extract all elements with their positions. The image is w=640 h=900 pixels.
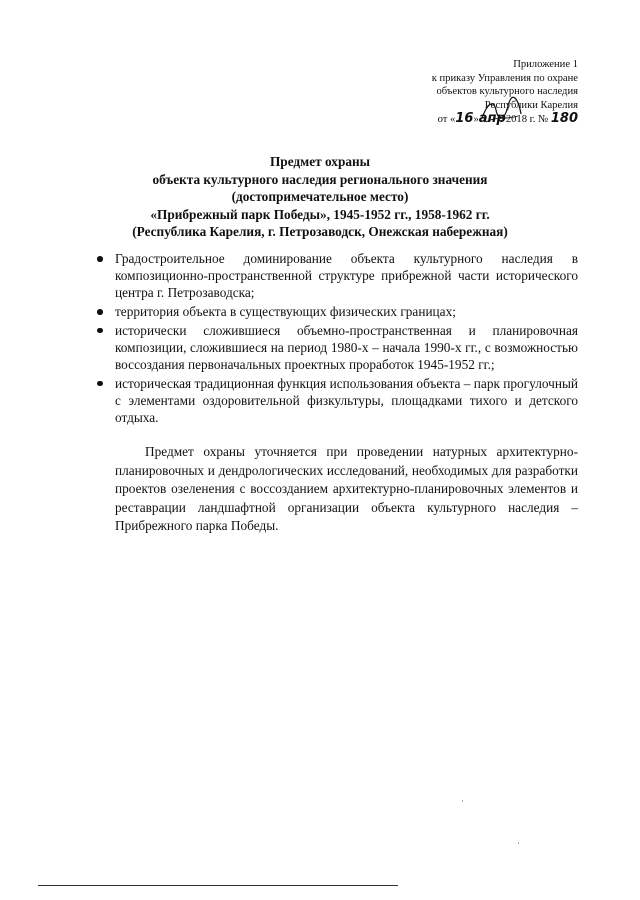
appendix-title: Приложение 1 <box>513 59 578 70</box>
date-year-label: 2018 г. № <box>505 114 549 125</box>
bullet-icon <box>97 256 103 262</box>
date-prefix: от « <box>437 114 456 125</box>
title-line-3: (достопримечательное место) <box>231 189 409 205</box>
appendix-date-line <box>432 112 578 127</box>
signature-scribble-icon <box>478 96 524 126</box>
title-line-5: (Республика Карелия, г. Петрозаводск, Онежская набережная) <box>132 224 508 240</box>
bullet-icon <box>97 328 103 334</box>
clarification-paragraph: Предмет охраны уточняется при проведении натурных архитектурно-планировочных и дендрологических исследований, необходимых для разработки проектов озеленения с воссозданием архитектурно-планировочных элементов и реставрации ландшафтной организации объекта культурного наследия – Прибрежного парка Победы. <box>115 444 578 533</box>
list-item-text: исторически сложившиеся объемно-пространственная и планировочная композиции, сложившиеся на период 1980-х – начала 1990-х гг., с возможностью воссоздания первоначальных проектных проработок 1945-1952 гг.; <box>115 322 578 373</box>
bullet-icon <box>97 381 103 387</box>
list-item-text: историческая традиционная функция использования объекта – парк прогулочный с элементами оздоровительной физкультуры, площадками тихого и детского отдыха. <box>115 375 578 426</box>
list-item-text: Градостроительное доминирование объекта культурного наследия в композиционно-пространственной структуре прибрежной части исторического центра г. Петрозаводска; <box>115 251 578 301</box>
protection-items-list <box>97 250 578 428</box>
handwritten-month: апр <box>478 111 506 126</box>
title-line-4: «Прибрежный парк Победы», 1945-1952 гг., 1958-1962 гг. <box>150 206 490 222</box>
date-mid: » <box>473 114 479 125</box>
handwritten-day: 16 <box>455 111 474 126</box>
list-item-text: территория объекта в существующих физических границах; <box>115 304 456 320</box>
scan-speck <box>518 842 519 844</box>
list-item <box>97 322 578 374</box>
appendix-region-line: Республики Карелия <box>484 99 578 111</box>
footer-divider <box>38 885 398 886</box>
title-line-1: Предмет охраны <box>269 154 371 169</box>
scan-speck <box>462 800 463 802</box>
appendix-header <box>432 58 578 127</box>
list-item <box>97 375 578 427</box>
title-line-2: объекта культурного наследия регионального значения <box>152 171 488 187</box>
appendix-order-line: к приказу Управления по охране <box>431 72 578 84</box>
list-item <box>97 250 578 302</box>
list-item <box>97 303 578 320</box>
handwritten-number: 180 <box>550 111 578 126</box>
bullet-icon <box>97 309 103 315</box>
appendix-authority-line: объектов культурного наследия <box>436 86 578 97</box>
document-title <box>60 153 580 241</box>
